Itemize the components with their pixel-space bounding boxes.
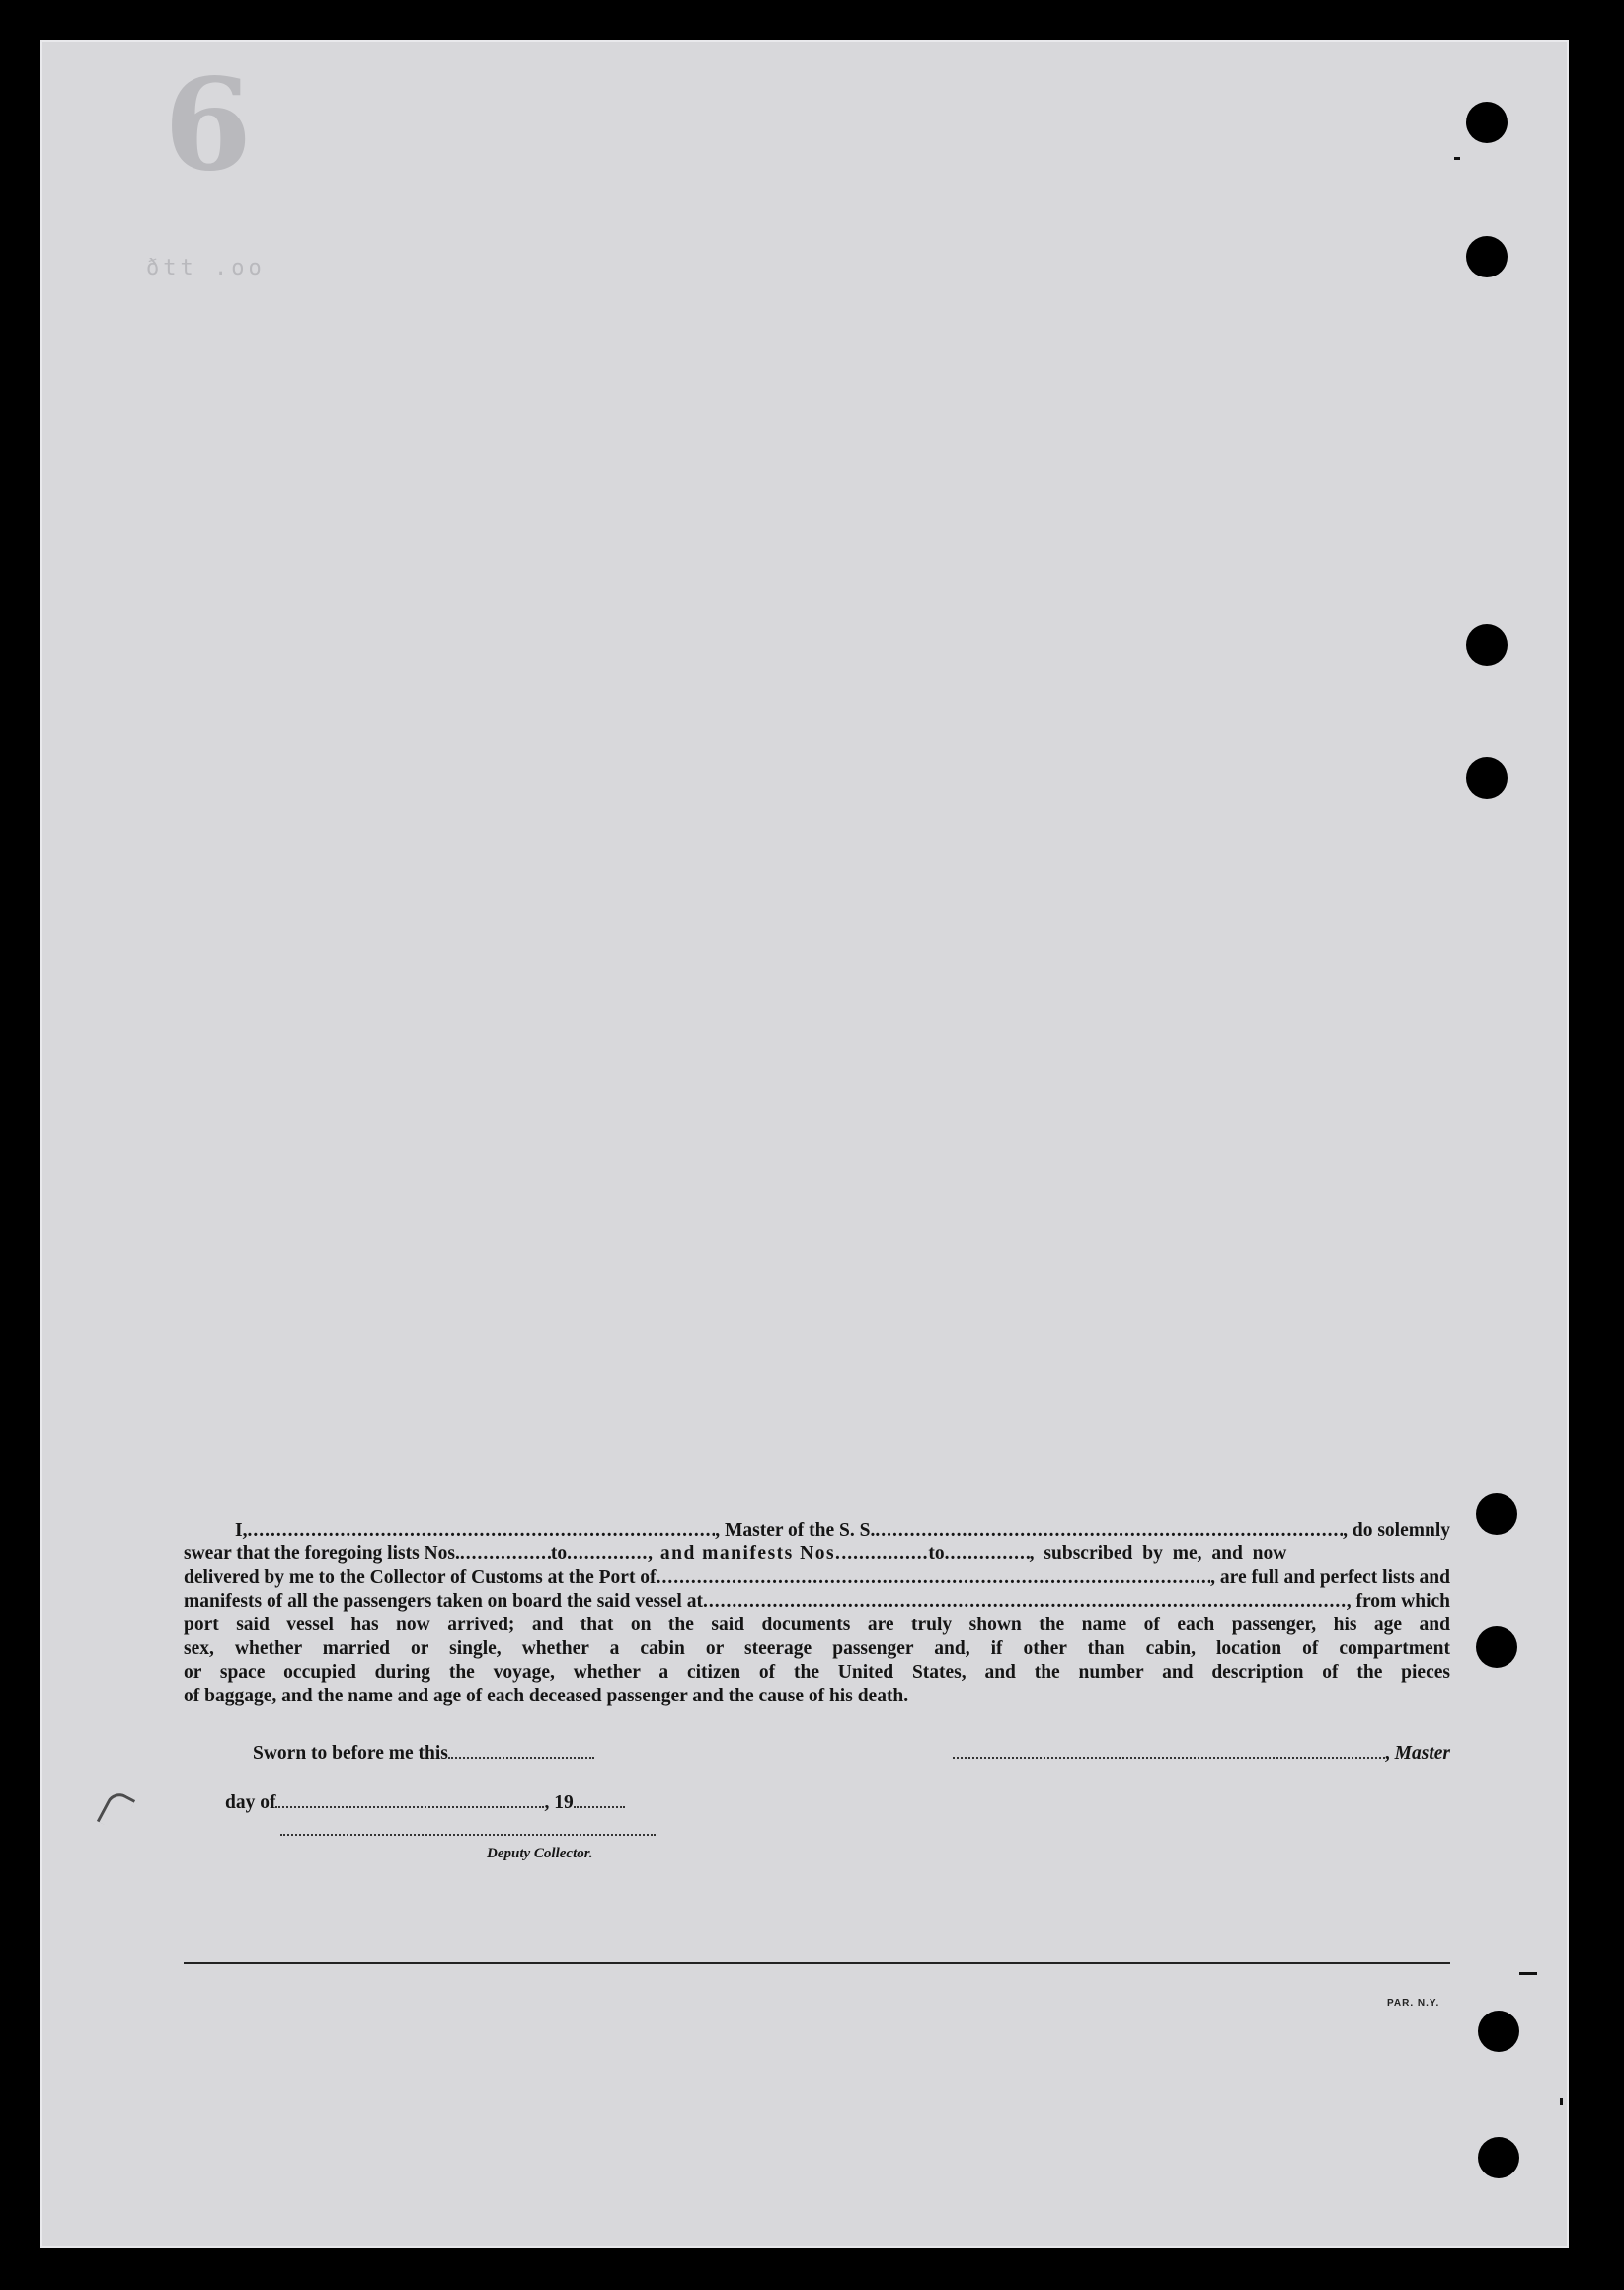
day-label: day of: [225, 1792, 276, 1813]
blank-port: [657, 1566, 1211, 1590]
binder-hole: [1466, 757, 1508, 799]
faint-stamp-mark: ðtt .oo: [146, 256, 266, 280]
year-label: , 19: [544, 1792, 574, 1813]
oath-text: manifests of all the passengers taken on board the said vessel at: [184, 1591, 703, 1612]
horizontal-rule: [184, 1962, 1450, 1964]
oath-line: port said vessel has now arrived; and that on the said documents are truly shown the name of each passenger, his age and: [184, 1615, 1450, 1635]
edge-speck: [1454, 157, 1460, 160]
sworn-line: [253, 1743, 594, 1765]
oath-text: , are full and perfect lists and: [1210, 1567, 1450, 1588]
edge-speck: [1560, 2098, 1563, 2105]
binder-hole: [1466, 624, 1508, 666]
document-page: [40, 40, 1569, 2248]
edge-speck: [1519, 1972, 1537, 1975]
blank-embark-port: [703, 1590, 1347, 1614]
oath-line: [184, 1519, 1450, 1542]
signature-block: [184, 1743, 1450, 1940]
oath-text: delivered by me to the Collector of Customs at the Port of: [184, 1567, 657, 1588]
binder-hole: [1466, 236, 1508, 277]
oath-paragraph: [184, 1519, 1450, 1708]
oath-line: sex, whether married or single, whether a cabin or steerage passenger and, if other than cabin, location of compartment: [184, 1638, 1450, 1659]
oath-text: , from which: [1346, 1591, 1450, 1612]
oath-text: swear that the foregoing lists Nos.: [184, 1543, 460, 1564]
blank-deputy-signature: [280, 1834, 656, 1836]
pencil-mark: [97, 1788, 135, 1832]
blank-month: [275, 1805, 544, 1808]
oath-text: , subscribed by me, and now: [1029, 1543, 1287, 1564]
oath-text: , do solemnly: [1343, 1520, 1450, 1540]
blank-sworn-day: [448, 1756, 594, 1759]
oath-text: to: [550, 1543, 568, 1564]
blank-list-from: [460, 1542, 551, 1566]
oath-line: of baggage, and the name and age of each deceased passenger and the cause of his death.: [184, 1686, 909, 1706]
oath-line: or space occupied during the voyage, whether a citizen of the United States, and the number and description of the pieces: [184, 1662, 1450, 1683]
blank-master-name: [247, 1519, 715, 1542]
blank-manifest-from: [841, 1542, 928, 1566]
oath-text: I,: [235, 1520, 248, 1540]
oath-line: [184, 1542, 1450, 1566]
oath-text: to: [928, 1543, 945, 1564]
oath-line: [184, 1590, 1450, 1614]
oath-text: , Master of the S. S.: [715, 1520, 876, 1540]
blank-list-to: [567, 1542, 648, 1566]
oath-line: [184, 1566, 1450, 1590]
master-label: Master: [1394, 1743, 1450, 1764]
deputy-collector-label: Deputy Collector.: [487, 1846, 593, 1861]
sworn-label: Sworn to before me this: [253, 1743, 448, 1764]
day-line: [225, 1792, 625, 1814]
blank-year: [574, 1805, 625, 1808]
blank-manifest-to: [945, 1542, 1030, 1566]
binder-hole: [1466, 102, 1508, 143]
binder-hole: [1476, 1493, 1517, 1535]
oath-text: , and manifests Nos.: [648, 1543, 842, 1564]
page-stamp-number: 6: [164, 51, 253, 199]
binder-hole: [1478, 2011, 1519, 2052]
blank-ship-name: [875, 1519, 1343, 1542]
blank-master-signature: [953, 1756, 1385, 1759]
master-signature-line: , Master: [953, 1743, 1450, 1765]
printer-mark: PAR. N.Y.: [1387, 1998, 1440, 2009]
binder-hole: [1476, 1626, 1517, 1668]
binder-hole: [1478, 2137, 1519, 2178]
